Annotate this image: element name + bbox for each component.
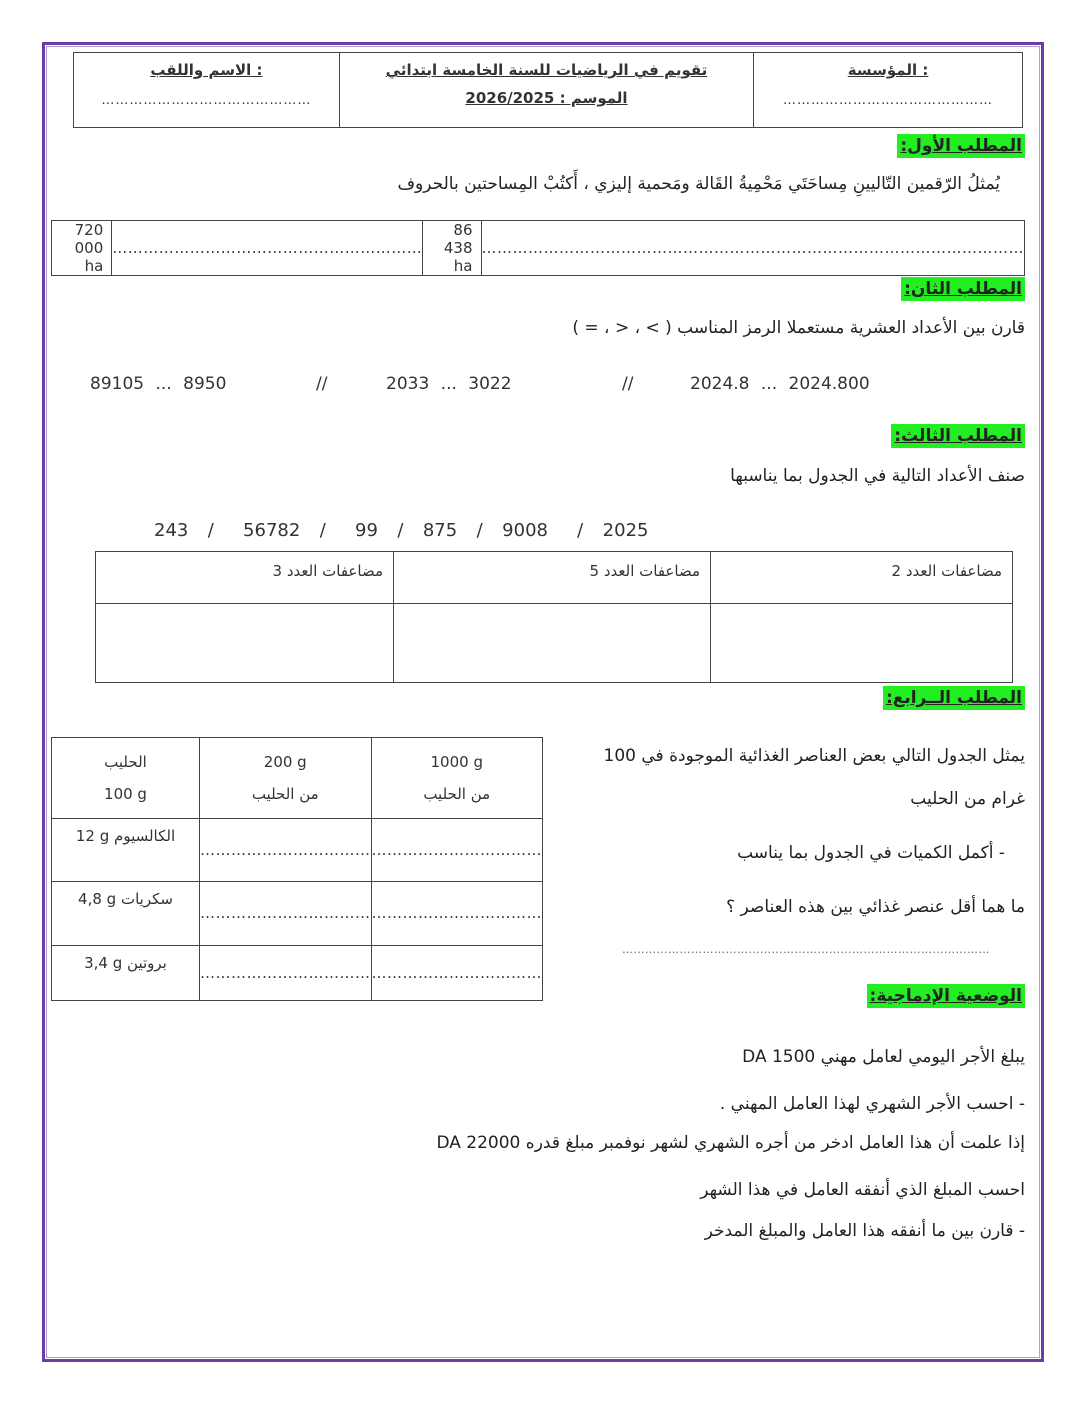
- col-header-200g: [200, 738, 372, 819]
- section3-instruction: صنف الأعداد التالية في الجدول بما يناسبها: [730, 466, 1025, 486]
- comparison-right: 3022: [468, 374, 512, 394]
- header-table: [73, 52, 1023, 128]
- table-row: [52, 945, 543, 1000]
- comparison-left: 89105: [90, 374, 145, 394]
- comparison-left: 2033: [386, 374, 430, 394]
- comparison-2: [386, 374, 512, 394]
- area-value: 720 000 ha: [52, 221, 112, 276]
- problem-line: - قارن بين ما أنفقه هذا العامل والمبلغ المدخر: [704, 1221, 1025, 1241]
- section4-label: المطلب الــرابع:: [883, 686, 1025, 710]
- section5-label: الوضعية الإدماجية:: [867, 984, 1025, 1008]
- comparison-right: 2024.800: [788, 374, 870, 394]
- title-cell: [339, 53, 753, 128]
- col-header-100g: [52, 738, 200, 819]
- section4-intro-line1: يمثل الجدول التالي بعض العناصر الغذائية الموجودة في 100: [603, 746, 1025, 766]
- comparison-blank[interactable]: ...: [155, 374, 172, 394]
- exam-title: تقويم في الرياضيات للسنة الخامسة ابتدائي: [385, 61, 708, 79]
- blank-1000g[interactable]: ……………………………: [371, 945, 543, 1000]
- comparison-3: [90, 374, 226, 394]
- comparison-blank[interactable]: ...: [760, 374, 778, 394]
- header-line: من الحليب: [423, 784, 491, 803]
- milk-table: [51, 737, 543, 1001]
- section3-label: المطلب الثالث:: [891, 424, 1025, 448]
- school-label: المؤسسة :: [847, 61, 929, 79]
- blank-200g[interactable]: ……………………………: [200, 945, 372, 1000]
- section4-task: - أكمل الكميات في الجدول بما يناسب: [737, 843, 1005, 863]
- section4-intro-line2: غرام من الحليب: [910, 789, 1025, 809]
- col-header-multiples-3: مضاعفات العدد 3: [96, 552, 394, 604]
- nutrient-name: سكريات: [120, 890, 173, 909]
- problem-line: إذا علمت أن هذا العامل ادخر من أجره الشهري لشهر نوفمبر مبلغ قدره 22000 DA: [436, 1133, 1025, 1153]
- multiples-table: [95, 551, 1013, 683]
- separator: //: [316, 374, 328, 394]
- col-header-1000g: [371, 738, 543, 819]
- numbers-list: 243 / 56782 / 99 / 875 / 9008 / 2025: [154, 520, 649, 541]
- answer-cell-multiples-2[interactable]: [711, 604, 1013, 683]
- area-answer-field[interactable]: ……………………………………………………: [112, 221, 423, 276]
- blank-200g[interactable]: ……………………………: [200, 882, 372, 945]
- problem-line: يبلغ الأجر اليومي لعامل مهني 1500 DA: [742, 1047, 1025, 1067]
- section2-label: المطلب الثان:: [901, 277, 1025, 301]
- col-header-multiples-5: مضاعفات العدد 5: [394, 552, 711, 604]
- number-item: 99: [355, 520, 378, 541]
- table-row: [52, 818, 543, 881]
- blank-1000g[interactable]: ……………………………: [371, 818, 543, 881]
- nutrient-amount: 4,8 g: [78, 890, 117, 909]
- problem-line: - احسب الأجر الشهري لهذا العامل المهني .: [719, 1094, 1025, 1114]
- table-row: [52, 882, 543, 945]
- header-line: 100 g: [104, 784, 147, 803]
- number-item: 56782: [243, 520, 301, 541]
- name-cell: [74, 53, 340, 128]
- answer-cell-multiples-5[interactable]: [394, 604, 711, 683]
- comparison-1: [690, 374, 870, 394]
- section4-answer-line[interactable]: ……………………………………………………………………………………: [622, 943, 990, 956]
- header-line: 200 g: [263, 752, 307, 771]
- nutrient-cell: [52, 882, 200, 945]
- header-line: 1000 g: [430, 752, 483, 771]
- nutrient-cell: [52, 818, 200, 881]
- section2-instruction: قارن بين الأعداد العشرية مستعملا الرمز المناسب ( > ، < ، = ): [572, 318, 1025, 338]
- col-header-multiples-2: مضاعفات العدد 2: [711, 552, 1013, 604]
- school-cell: [754, 53, 1023, 128]
- answer-cell-multiples-3[interactable]: [96, 604, 394, 683]
- nutrient-name: بروتين: [127, 953, 167, 972]
- number-item: 2025: [602, 520, 649, 541]
- season-label: الموسم : 2026/2025: [465, 89, 628, 107]
- school-field[interactable]: ………………………………………: [783, 93, 994, 108]
- name-label: الاسم واللقب :: [150, 61, 263, 79]
- separator: //: [622, 374, 634, 394]
- nutrient-amount: 3,4 g: [84, 953, 123, 972]
- section4-question: ما هما أقل عنصر غذائي بين هذه العناصر ؟: [726, 897, 1025, 917]
- number-item: 243: [154, 520, 189, 541]
- comparison-left: 2024.8: [690, 374, 750, 394]
- section1-label: المطلب الأول:: [897, 134, 1025, 158]
- areas-table: [51, 220, 1025, 276]
- comparison-right: 8950: [183, 374, 227, 394]
- nutrient-name: الكالسيوم: [114, 826, 176, 845]
- name-field[interactable]: ………………………………………: [101, 93, 312, 108]
- problem-line: احسب المبلغ الذي أنفقه العامل في هذا الشهر: [700, 1180, 1025, 1200]
- header-line: الحليب: [104, 752, 147, 771]
- nutrient-amount: 12 g: [75, 826, 110, 845]
- comparison-blank[interactable]: ...: [440, 374, 457, 394]
- number-item: 875: [422, 520, 458, 541]
- blank-1000g[interactable]: ……………………………: [371, 882, 543, 945]
- section1-instruction: يُمثلُ الرّقمين التّاليينِ مِساحَتَي مَحْمِيةُ القَالة ومَحمية إليزي ، أَكتُبْ المِساحتين بالحروف: [397, 174, 1000, 194]
- number-item: 9008: [502, 520, 548, 541]
- area-value: 86 438 ha: [423, 221, 481, 276]
- area-answer-field[interactable]: ……………………………………………………………………………………………: [481, 221, 1025, 276]
- nutrient-cell: [52, 945, 200, 1000]
- blank-200g[interactable]: ……………………………: [200, 818, 372, 881]
- header-line: من الحليب: [251, 784, 319, 803]
